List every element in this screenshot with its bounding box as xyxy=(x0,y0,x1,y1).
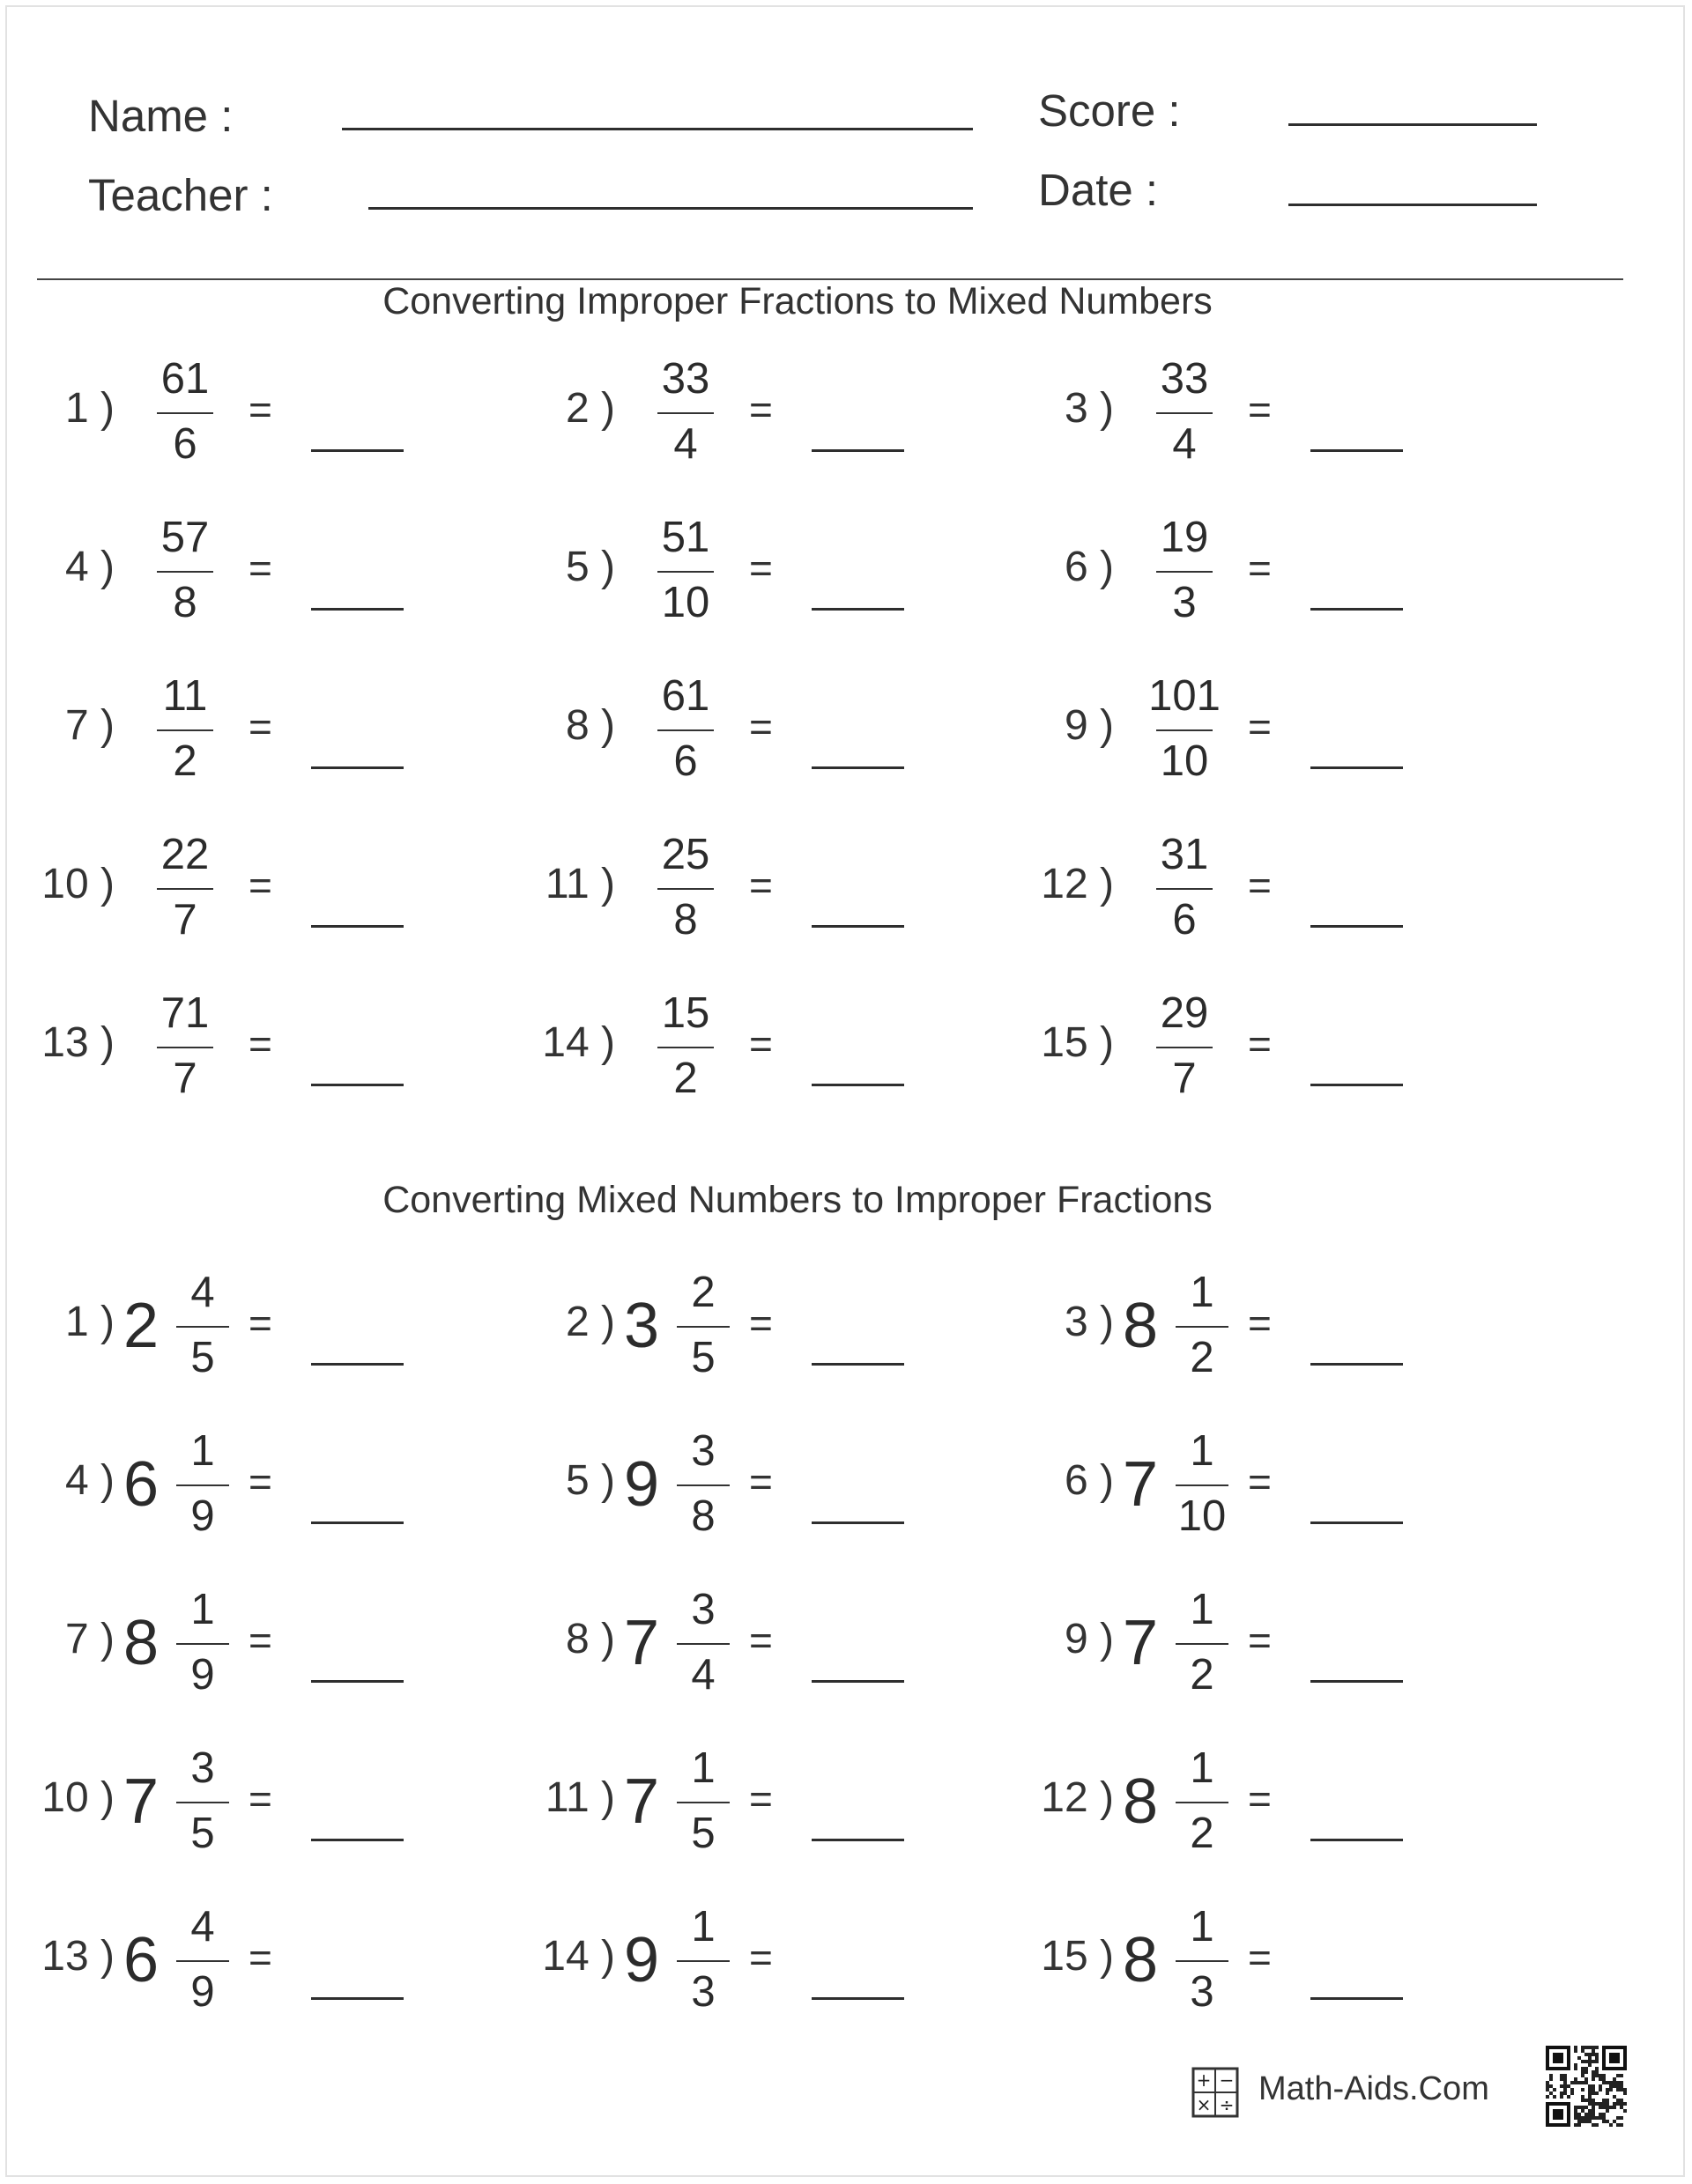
problem-number: 2 ) xyxy=(565,1299,615,1345)
fraction xyxy=(1167,1899,1237,2031)
numerator: 15 xyxy=(661,989,710,1037)
denominator: 4 xyxy=(691,1651,716,1699)
denominator: 6 xyxy=(673,737,698,785)
denominator: 9 xyxy=(190,1968,215,2016)
fraction-bar xyxy=(157,729,213,731)
equals-sign: = xyxy=(749,1776,773,1822)
answer-field[interactable] xyxy=(812,449,904,452)
qr-code-icon xyxy=(1546,2046,1627,2127)
numerator: 1 xyxy=(190,1586,215,1633)
answer-field[interactable] xyxy=(311,1997,404,2000)
problem-number: 9 ) xyxy=(1064,1616,1114,1662)
fraction xyxy=(668,1264,738,1396)
fraction xyxy=(642,509,730,641)
whole-number: 3 xyxy=(624,1291,660,1361)
fraction-bar xyxy=(176,1802,229,1803)
date-label: Date : xyxy=(1038,165,1159,215)
denominator: 8 xyxy=(691,1492,716,1540)
fraction xyxy=(141,985,229,1117)
answer-field[interactable] xyxy=(1310,1680,1403,1683)
fraction xyxy=(668,1740,738,1872)
svg-text:÷: ÷ xyxy=(1219,2094,1235,2115)
answer-field[interactable] xyxy=(812,766,904,769)
answer-field[interactable] xyxy=(311,1084,404,1086)
problem xyxy=(501,509,1029,641)
answer-field[interactable] xyxy=(1310,766,1403,769)
denominator: 5 xyxy=(190,1334,215,1381)
fraction xyxy=(1167,1740,1237,1872)
problem-number: 13 ) xyxy=(41,1019,115,1066)
whole-number: 7 xyxy=(1123,1449,1159,1520)
fraction xyxy=(1140,351,1228,483)
equals-sign: = xyxy=(749,1935,773,1980)
denominator: 10 xyxy=(661,579,710,626)
equals-sign: = xyxy=(749,1300,773,1346)
denominator: 4 xyxy=(673,420,698,468)
denominator: 6 xyxy=(1172,896,1197,944)
whole-number: 8 xyxy=(123,1608,160,1678)
problem-number: 3 ) xyxy=(1064,1299,1114,1345)
problem xyxy=(0,1423,529,1555)
fraction-bar xyxy=(1156,729,1213,731)
equals-sign: = xyxy=(1248,1776,1272,1822)
fraction-bar xyxy=(176,1326,229,1328)
answer-field[interactable] xyxy=(311,1839,404,1841)
numerator: 22 xyxy=(160,831,210,878)
denominator: 3 xyxy=(1172,579,1197,626)
equals-sign: = xyxy=(249,704,272,750)
fraction-bar xyxy=(1176,1960,1228,1962)
problem xyxy=(999,985,1528,1117)
fraction xyxy=(1167,1581,1237,1714)
numerator: 33 xyxy=(661,355,710,403)
equals-sign: = xyxy=(249,1300,272,1346)
problem xyxy=(999,1264,1528,1396)
whole-number: 6 xyxy=(123,1925,160,1995)
numerator: 29 xyxy=(1160,989,1209,1037)
problem xyxy=(999,351,1528,483)
problem xyxy=(999,1899,1528,2031)
problem xyxy=(999,1423,1528,1555)
equals-sign: = xyxy=(1248,1459,1272,1505)
problem xyxy=(501,351,1029,483)
problem xyxy=(999,826,1528,959)
fraction-bar xyxy=(677,1484,730,1486)
problem xyxy=(999,1581,1528,1714)
denominator: 9 xyxy=(190,1492,215,1540)
numerator: 25 xyxy=(661,831,710,878)
denominator: 5 xyxy=(190,1810,215,1857)
numerator: 1 xyxy=(1190,1903,1214,1951)
fraction xyxy=(141,509,229,641)
fraction-bar xyxy=(657,412,714,414)
denominator: 3 xyxy=(691,1968,716,2016)
answer-field[interactable] xyxy=(1310,608,1403,611)
numerator: 101 xyxy=(1148,672,1221,720)
problem-number: 14 ) xyxy=(542,1933,615,1980)
whole-number: 2 xyxy=(123,1291,160,1361)
problem-number: 12 ) xyxy=(1041,861,1114,907)
fraction-bar xyxy=(1156,888,1213,890)
problem xyxy=(501,826,1029,959)
numerator: 3 xyxy=(190,1744,215,1792)
problem-number: 13 ) xyxy=(41,1933,115,1980)
equals-sign: = xyxy=(1248,1618,1272,1663)
fraction-bar xyxy=(657,888,714,890)
problem-number: 6 ) xyxy=(1064,544,1114,590)
problem-number: 11 ) xyxy=(545,1774,615,1821)
numerator: 57 xyxy=(160,514,210,561)
answer-field[interactable] xyxy=(812,608,904,611)
problem xyxy=(999,1740,1528,1872)
fraction xyxy=(167,1899,238,2031)
numerator: 61 xyxy=(160,355,210,403)
problem-number: 12 ) xyxy=(1041,1774,1114,1821)
fraction xyxy=(642,826,730,959)
answer-field[interactable] xyxy=(812,1839,904,1841)
problem-number: 4 ) xyxy=(64,1457,115,1504)
name-label: Name : xyxy=(88,91,234,141)
fraction-bar xyxy=(677,1643,730,1645)
denominator: 2 xyxy=(1190,1651,1214,1699)
numerator: 1 xyxy=(190,1427,215,1475)
numerator: 4 xyxy=(190,1903,215,1951)
denominator: 4 xyxy=(1172,420,1197,468)
problem-number: 11 ) xyxy=(545,861,615,907)
fraction-bar xyxy=(1176,1484,1228,1486)
problem xyxy=(0,1899,529,2031)
equals-sign: = xyxy=(1248,1021,1272,1067)
problem-number: 7 ) xyxy=(64,702,115,749)
fraction xyxy=(668,1423,738,1555)
problem xyxy=(0,1581,529,1714)
fraction-bar xyxy=(1156,1047,1213,1048)
answer-field[interactable] xyxy=(311,608,404,611)
problem-number: 10 ) xyxy=(41,861,115,907)
fraction-bar xyxy=(157,412,213,414)
whole-number: 7 xyxy=(123,1766,160,1837)
equals-sign: = xyxy=(1248,704,1272,750)
fraction xyxy=(668,1899,738,2031)
whole-number: 8 xyxy=(1123,1291,1159,1361)
fraction-bar xyxy=(157,888,213,890)
equals-sign: = xyxy=(749,1021,773,1067)
denominator: 7 xyxy=(173,1055,197,1102)
equals-sign: = xyxy=(249,545,272,591)
equals-sign: = xyxy=(749,545,773,591)
answer-field[interactable] xyxy=(812,1084,904,1086)
numerator: 31 xyxy=(1160,831,1209,878)
numerator: 4 xyxy=(190,1269,215,1316)
numerator: 33 xyxy=(1160,355,1209,403)
fraction xyxy=(1167,1264,1237,1396)
equals-sign: = xyxy=(249,1618,272,1663)
fraction xyxy=(668,1581,738,1714)
equals-sign: = xyxy=(749,387,773,433)
fraction-bar xyxy=(176,1960,229,1962)
equals-sign: = xyxy=(249,1459,272,1505)
answer-field[interactable] xyxy=(311,766,404,769)
whole-number: 6 xyxy=(123,1449,160,1520)
fraction-bar xyxy=(657,1047,714,1048)
fraction-bar xyxy=(1176,1643,1228,1645)
denominator: 10 xyxy=(1177,1492,1227,1540)
problem-number: 10 ) xyxy=(41,1774,115,1821)
whole-number: 7 xyxy=(624,1608,660,1678)
answer-field[interactable] xyxy=(812,1997,904,2000)
problem-number: 15 ) xyxy=(1041,1019,1114,1066)
equals-sign: = xyxy=(1248,387,1272,433)
numerator: 1 xyxy=(1190,1744,1214,1792)
problem xyxy=(501,985,1029,1117)
fraction xyxy=(642,668,730,800)
problem-number: 14 ) xyxy=(542,1019,615,1066)
equals-sign: = xyxy=(1248,1300,1272,1346)
fraction xyxy=(1140,668,1228,800)
problem xyxy=(999,509,1528,641)
equals-sign: = xyxy=(1248,1935,1272,1980)
denominator: 8 xyxy=(673,896,698,944)
equals-sign: = xyxy=(749,1618,773,1663)
section2-title: Converting Mixed Numbers to Improper Fractions xyxy=(382,1179,1213,1221)
problem xyxy=(501,1423,1029,1555)
whole-number: 7 xyxy=(1123,1608,1159,1678)
fraction-bar xyxy=(657,729,714,731)
answer-field[interactable] xyxy=(1310,1997,1403,2000)
equals-sign: = xyxy=(249,862,272,908)
numerator: 1 xyxy=(691,1903,716,1951)
problem-number: 4 ) xyxy=(64,544,115,590)
denominator: 9 xyxy=(190,1651,215,1699)
problem-number: 8 ) xyxy=(565,1616,615,1662)
section1-title: Converting Improper Fractions to Mixed Numbers xyxy=(382,280,1213,322)
denominator: 6 xyxy=(173,420,197,468)
answer-field[interactable] xyxy=(1310,449,1403,452)
problem xyxy=(0,826,529,959)
answer-field[interactable] xyxy=(311,925,404,928)
problem xyxy=(0,351,529,483)
answer-field[interactable] xyxy=(311,449,404,452)
problem-number: 1 ) xyxy=(64,385,115,432)
numerator: 3 xyxy=(691,1427,716,1475)
problem xyxy=(0,509,529,641)
denominator: 2 xyxy=(1190,1334,1214,1381)
svg-text:×: × xyxy=(1196,2094,1212,2115)
problem-number: 6 ) xyxy=(1064,1457,1114,1504)
fraction-bar xyxy=(657,571,714,573)
answer-field[interactable] xyxy=(812,1521,904,1524)
denominator: 7 xyxy=(173,896,197,944)
fraction-bar xyxy=(157,571,213,573)
numerator: 1 xyxy=(1190,1586,1214,1633)
denominator: 7 xyxy=(1172,1055,1197,1102)
fraction-bar xyxy=(1156,571,1213,573)
fraction-bar xyxy=(1176,1326,1228,1328)
denominator: 5 xyxy=(691,1334,716,1381)
equals-sign: = xyxy=(249,1935,272,1980)
fraction xyxy=(141,351,229,483)
denominator: 2 xyxy=(673,1055,698,1102)
answer-field[interactable] xyxy=(311,1680,404,1683)
fraction xyxy=(167,1423,238,1555)
equals-sign: = xyxy=(749,1459,773,1505)
answer-field[interactable] xyxy=(1310,1521,1403,1524)
whole-number: 8 xyxy=(1123,1766,1159,1837)
fraction-bar xyxy=(677,1802,730,1803)
numerator: 2 xyxy=(691,1269,716,1316)
problem xyxy=(501,1581,1029,1714)
fraction-bar xyxy=(157,1047,213,1048)
problem-number: 7 ) xyxy=(64,1616,115,1662)
equals-sign: = xyxy=(249,387,272,433)
teacher-label: Teacher : xyxy=(88,170,273,220)
fraction xyxy=(642,985,730,1117)
equals-sign: = xyxy=(1248,862,1272,908)
denominator: 10 xyxy=(1160,737,1209,785)
answer-field[interactable] xyxy=(311,1521,404,1524)
answer-field[interactable] xyxy=(812,925,904,928)
fraction-bar xyxy=(176,1643,229,1645)
numerator: 19 xyxy=(1160,514,1209,561)
fraction xyxy=(642,351,730,483)
numerator: 1 xyxy=(1190,1427,1214,1475)
fraction xyxy=(167,1740,238,1872)
fraction xyxy=(167,1264,238,1396)
problem-number: 8 ) xyxy=(565,702,615,749)
whole-number: 7 xyxy=(624,1766,660,1837)
fraction-bar xyxy=(677,1960,730,1962)
fraction xyxy=(167,1581,238,1714)
numerator: 61 xyxy=(661,672,710,720)
answer-field[interactable] xyxy=(1310,1084,1403,1086)
denominator: 3 xyxy=(1190,1968,1214,2016)
equals-sign: = xyxy=(749,704,773,750)
equals-sign: = xyxy=(749,862,773,908)
problem-number: 1 ) xyxy=(64,1299,115,1345)
calculator-icon xyxy=(1191,2067,1239,2118)
problem xyxy=(501,1264,1029,1396)
problem-number: 15 ) xyxy=(1041,1933,1114,1980)
answer-field[interactable] xyxy=(1310,1363,1403,1366)
numerator: 51 xyxy=(661,514,710,561)
denominator: 5 xyxy=(691,1810,716,1857)
problem-number: 2 ) xyxy=(565,385,615,432)
problem xyxy=(0,1740,529,1872)
fraction-bar xyxy=(1176,1802,1228,1803)
equals-sign: = xyxy=(249,1021,272,1067)
problem xyxy=(0,668,529,800)
fraction xyxy=(1140,985,1228,1117)
svg-text:+: + xyxy=(1196,2069,1212,2091)
problem xyxy=(0,1264,529,1396)
problem-number: 5 ) xyxy=(565,1457,615,1504)
numerator: 11 xyxy=(162,672,208,720)
answer-field[interactable] xyxy=(311,1363,404,1366)
answer-field[interactable] xyxy=(812,1363,904,1366)
problem xyxy=(0,985,529,1117)
denominator: 2 xyxy=(173,737,197,785)
problem xyxy=(501,1899,1029,2031)
problem xyxy=(501,1740,1029,1872)
denominator: 8 xyxy=(173,579,197,626)
problem xyxy=(999,668,1528,800)
fraction xyxy=(1140,509,1228,641)
numerator: 1 xyxy=(1190,1269,1214,1316)
fraction-bar xyxy=(677,1326,730,1328)
fraction-bar xyxy=(176,1484,229,1486)
fraction xyxy=(141,826,229,959)
problem xyxy=(501,668,1029,800)
fraction-bar xyxy=(1156,412,1213,414)
numerator: 3 xyxy=(691,1586,716,1633)
fraction xyxy=(1140,826,1228,959)
answer-field[interactable] xyxy=(1310,925,1403,928)
whole-number: 9 xyxy=(624,1449,660,1520)
numerator: 1 xyxy=(691,1744,716,1792)
brand-name: Math-Aids.Com xyxy=(1258,2070,1489,2107)
score-label: Score : xyxy=(1038,85,1181,136)
fraction xyxy=(141,668,229,800)
equals-sign: = xyxy=(249,1776,272,1822)
whole-number: 8 xyxy=(1123,1925,1159,1995)
denominator: 2 xyxy=(1190,1810,1214,1857)
numerator: 71 xyxy=(160,989,210,1037)
answer-field[interactable] xyxy=(812,1680,904,1683)
svg-text:−: − xyxy=(1219,2069,1235,2091)
whole-number: 9 xyxy=(624,1925,660,1995)
problem-number: 9 ) xyxy=(1064,702,1114,749)
fraction xyxy=(1167,1423,1237,1555)
equals-sign: = xyxy=(1248,545,1272,591)
problem-number: 5 ) xyxy=(565,544,615,590)
problem-number: 3 ) xyxy=(1064,385,1114,432)
answer-field[interactable] xyxy=(1310,1839,1403,1841)
